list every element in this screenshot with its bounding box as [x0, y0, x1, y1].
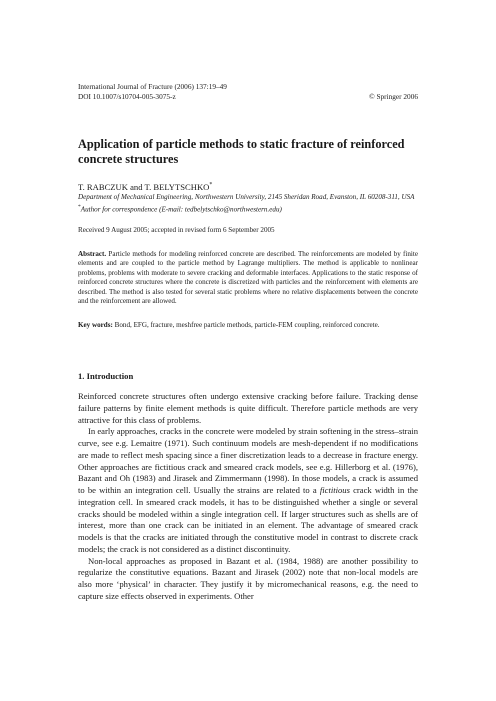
authors [78, 180, 418, 193]
introduction-body [78, 391, 418, 603]
correspondence [78, 203, 418, 215]
section-heading: 1. Introduction [78, 371, 134, 381]
paragraph: Reinforced concrete structures often undergo extensive cracking before failure. Tracking dense failure patterns by finite element methods is quite difficult. Therefore particle methods are very attractive for this class of problems. [78, 391, 418, 425]
correspondence-mark: * [78, 203, 81, 210]
paper-title: Application of particle methods to static fracture of reinforced concrete structures [78, 137, 405, 166]
journal-header [78, 82, 418, 101]
affiliation: Department of Mechanical Engineering, Northwestern University, 2145 Sheridan Road, Evanston, IL 60208-311, USA [78, 193, 415, 201]
abstract-text: Particle methods for modeling reinforced concrete are described. The reinforcements are modeled by finite elements and are coupled to the particle method by Lagrange multipliers. The method is applicable to nonlinear problems, problems with moderate to severe cracking and deformable interfaces. Applications to the static response of reinforced concrete structures where the concrete is discretized with particles and the reinforcement with elements are described. The method is also tested for several static problems where no relative displacements between the concrete and the reinforcement are allowed. [78, 250, 418, 306]
correspondence-text: Author for correspondence (E-mail: tedbelytschko@northwestern.edu) [80, 204, 282, 213]
italic-term: fictitious [319, 485, 350, 495]
keywords-text: Bond, EFG, fracture, meshfree particle methods, particle-FEM coupling, reinforced concrete. [112, 321, 380, 329]
keywords-label: Key words: [78, 321, 113, 329]
copyright: © Springer 2006 [369, 91, 418, 101]
received-dates: Received 9 August 2005; accepted in revised form 6 September 2005 [78, 226, 275, 234]
author-mark: * [209, 182, 213, 188]
doi: DOI 10.1007/s10704-005-3075-z [78, 91, 176, 101]
paragraph [78, 426, 418, 555]
journal-citation: International Journal of Fracture (2006) 137:19–49 [78, 82, 227, 91]
author-names: T. RABCZUK and T. BELYTSCHKO [78, 181, 210, 192]
affiliation-block [78, 193, 418, 215]
paragraph: Non-local approaches as proposed in Bazant et al. (1984, 1988) are another possibility to regularize the constitutive equations. Bazant and Jirasek (2002) note that non-local models are also more ‘physical’ in character. They justify it by micromechanical reasons, e.g. the need to capture size effects observed in experiments. Other [78, 555, 418, 601]
abstract-label: Abstract. [78, 250, 107, 258]
paragraph-text: In early approaches, cracks in the concrete were modeled by strain softening in the stress–strain curve, see e.g. Lemaitre (1971). Such continuum models are mesh-dependent if no modifications are made to reflect mesh spacing since a finer discretization leads to a decrease in fracture energy. Other approaches are fictitious crack and smeared crack models, see e.g. Hillerborg et al. (1976), Bazant and Oh (1983) and Jirasek and Zimmermann (1998). In those models, a crack is assumed to be within an integration cell. Usually the strains are related to a [78, 426, 418, 495]
keywords [78, 321, 418, 330]
paragraph-text: crack width in the integration cell. In smeared crack models, it has to be distinguished whether a single or several cracks should be modeled within a single integration cell. If larger structures such as shells are of interest, more than one crack can be initiated in an element. The advantage of smeared crack models is that the cracks are initiated through the constitutive model in contrast to discrete crack models; the crack is not considered as a distinct discontinuity. [78, 485, 418, 554]
abstract [78, 250, 418, 307]
